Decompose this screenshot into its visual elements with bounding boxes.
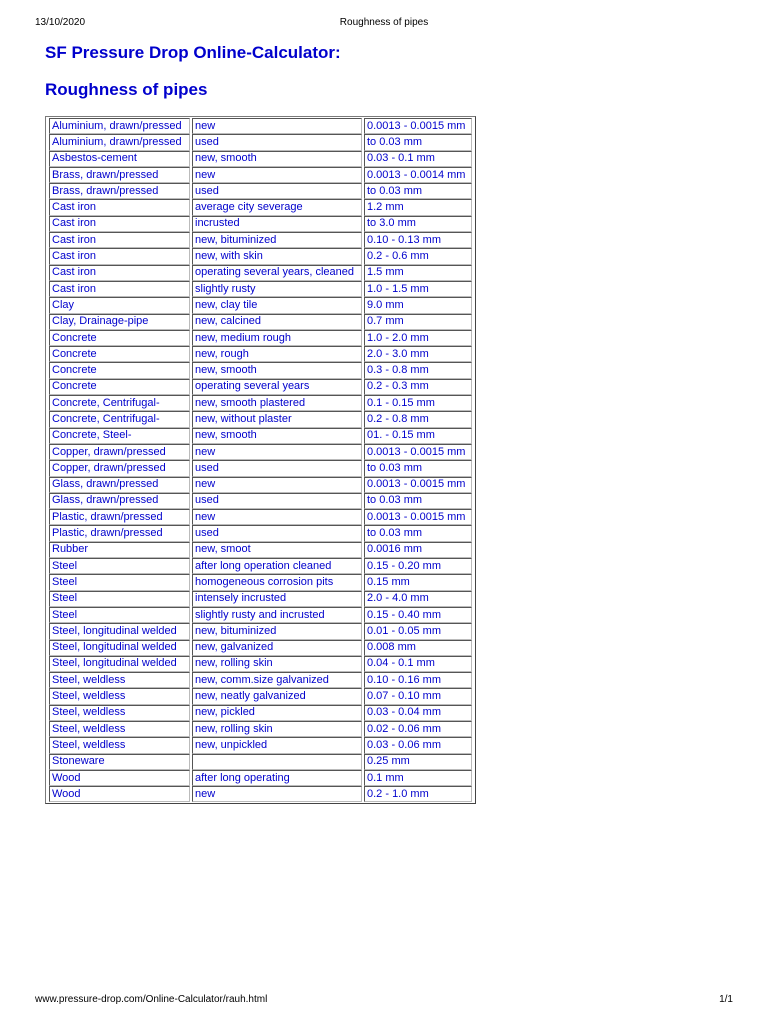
roughness-table-frame (45, 116, 476, 804)
table-row (49, 721, 472, 737)
material-cell: Glass, drawn/pressed (49, 493, 190, 509)
condition-cell: new, smooth (192, 151, 362, 167)
roughness-cell: to 0.03 mm (364, 525, 472, 541)
condition-cell: used (192, 493, 362, 509)
roughness-cell: 0.10 - 0.16 mm (364, 672, 472, 688)
condition-cell: new, without plaster (192, 411, 362, 427)
roughness-cell: 0.0013 - 0.0015 mm (364, 477, 472, 493)
roughness-cell: 0.0013 - 0.0015 mm (364, 118, 472, 134)
material-cell: Steel (49, 558, 190, 574)
condition-cell: new, bituminized (192, 623, 362, 639)
roughness-cell: 0.7 mm (364, 314, 472, 330)
condition-cell: new (192, 444, 362, 460)
condition-cell: new (192, 167, 362, 183)
table-row (49, 737, 472, 753)
condition-cell: intensely incrusted (192, 591, 362, 607)
roughness-cell: 0.1 - 0.15 mm (364, 395, 472, 411)
roughness-cell: 2.0 - 4.0 mm (364, 591, 472, 607)
roughness-cell: 0.03 - 0.06 mm (364, 737, 472, 753)
table-row (49, 542, 472, 558)
material-cell: Cast iron (49, 265, 190, 281)
material-cell: Concrete (49, 346, 190, 362)
condition-cell: new, medium rough (192, 330, 362, 346)
roughness-cell: to 0.03 mm (364, 183, 472, 199)
table-row (49, 656, 472, 672)
table-row (49, 705, 472, 721)
table-row (49, 477, 472, 493)
table-row (49, 509, 472, 525)
material-cell: Plastic, drawn/pressed (49, 509, 190, 525)
condition-cell: new, with skin (192, 248, 362, 264)
material-cell: Cast iron (49, 248, 190, 264)
roughness-cell: to 0.03 mm (364, 134, 472, 150)
table-row (49, 330, 472, 346)
roughness-cell: 1.0 - 2.0 mm (364, 330, 472, 346)
table-row (49, 591, 472, 607)
material-cell: Concrete (49, 379, 190, 395)
table-row (49, 460, 472, 476)
condition-cell: new, galvanized (192, 640, 362, 656)
table-row (49, 688, 472, 704)
material-cell: Concrete, Centrifugal- (49, 395, 190, 411)
table-row (49, 525, 472, 541)
material-cell: Steel, weldless (49, 705, 190, 721)
material-cell: Steel, weldless (49, 737, 190, 753)
roughness-cell: 01. - 0.15 mm (364, 428, 472, 444)
table-row (49, 623, 472, 639)
material-cell: Asbestos-cement (49, 151, 190, 167)
material-cell: Rubber (49, 542, 190, 558)
condition-cell: used (192, 134, 362, 150)
condition-cell: used (192, 183, 362, 199)
table-row (49, 183, 472, 199)
print-footer (35, 994, 733, 1008)
condition-cell: new, unpickled (192, 737, 362, 753)
roughness-cell: 0.1 mm (364, 770, 472, 786)
roughness-cell: 0.2 - 0.3 mm (364, 379, 472, 395)
print-date: 13/10/2020 (35, 17, 86, 28)
material-cell: Wood (49, 770, 190, 786)
roughness-cell: 0.01 - 0.05 mm (364, 623, 472, 639)
material-cell: Steel, longitudinal welded (49, 623, 190, 639)
roughness-cell: 0.02 - 0.06 mm (364, 721, 472, 737)
table-row (49, 346, 472, 362)
roughness-table (47, 118, 474, 802)
material-cell: Concrete (49, 362, 190, 378)
table-row (49, 493, 472, 509)
roughness-cell: 0.2 - 1.0 mm (364, 786, 472, 802)
print-document-title: Roughness of pipes (339, 17, 429, 28)
material-cell: Brass, drawn/pressed (49, 167, 190, 183)
table-row (49, 444, 472, 460)
condition-cell: slightly rusty and incrusted (192, 607, 362, 623)
material-cell: Aluminium, drawn/pressed (49, 118, 190, 134)
condition-cell: new, comm.size galvanized (192, 672, 362, 688)
roughness-cell: 0.2 - 0.6 mm (364, 248, 472, 264)
condition-cell: used (192, 525, 362, 541)
condition-cell: slightly rusty (192, 281, 362, 297)
condition-cell (192, 754, 362, 770)
roughness-cell: 0.008 mm (364, 640, 472, 656)
material-cell: Stoneware (49, 754, 190, 770)
condition-cell: new, calcined (192, 314, 362, 330)
condition-cell: new, rough (192, 346, 362, 362)
table-row (49, 362, 472, 378)
table-row (49, 754, 472, 770)
table-row (49, 167, 472, 183)
roughness-cell: 0.2 - 0.8 mm (364, 411, 472, 427)
roughness-cell: 0.10 - 0.13 mm (364, 232, 472, 248)
table-row (49, 134, 472, 150)
condition-cell: incrusted (192, 216, 362, 232)
page-subheading: Roughness of pipes (45, 80, 208, 99)
material-cell: Wood (49, 786, 190, 802)
table-row (49, 281, 472, 297)
condition-cell: new, rolling skin (192, 721, 362, 737)
table-row (49, 265, 472, 281)
table-row (49, 297, 472, 313)
material-cell: Steel, weldless (49, 688, 190, 704)
material-cell: Steel (49, 607, 190, 623)
material-cell: Cast iron (49, 199, 190, 215)
condition-cell: new, bituminized (192, 232, 362, 248)
table-row (49, 607, 472, 623)
condition-cell: new, smooth plastered (192, 395, 362, 411)
material-cell: Steel, longitudinal welded (49, 656, 190, 672)
roughness-cell: to 0.03 mm (364, 493, 472, 509)
condition-cell: average city severage (192, 199, 362, 215)
material-cell: Brass, drawn/pressed (49, 183, 190, 199)
table-row (49, 411, 472, 427)
table-row (49, 151, 472, 167)
material-cell: Steel, weldless (49, 721, 190, 737)
roughness-cell: 0.04 - 0.1 mm (364, 656, 472, 672)
material-cell: Steel, weldless (49, 672, 190, 688)
print-url: www.pressure-drop.com/Online-Calculator/rauh.html (35, 994, 268, 1005)
table-row (49, 672, 472, 688)
condition-cell: new (192, 786, 362, 802)
roughness-cell: 0.0013 - 0.0014 mm (364, 167, 472, 183)
roughness-cell: to 0.03 mm (364, 460, 472, 476)
material-cell: Copper, drawn/pressed (49, 444, 190, 460)
roughness-cell: 0.15 - 0.40 mm (364, 607, 472, 623)
roughness-cell: 1.0 - 1.5 mm (364, 281, 472, 297)
roughness-cell: 0.0013 - 0.0015 mm (364, 509, 472, 525)
condition-cell: operating several years, cleaned (192, 265, 362, 281)
condition-cell: new, smooth (192, 428, 362, 444)
roughness-cell: to 3.0 mm (364, 216, 472, 232)
table-row (49, 379, 472, 395)
material-cell: Aluminium, drawn/pressed (49, 134, 190, 150)
condition-cell: new, clay tile (192, 297, 362, 313)
condition-cell: operating several years (192, 379, 362, 395)
print-page-count: 1/1 (719, 994, 733, 1005)
table-row (49, 199, 472, 215)
table-row (49, 248, 472, 264)
roughness-cell: 0.0013 - 0.0015 mm (364, 444, 472, 460)
material-cell: Clay (49, 297, 190, 313)
table-row (49, 118, 472, 134)
condition-cell: new, pickled (192, 705, 362, 721)
material-cell: Steel (49, 574, 190, 590)
material-cell: Steel, longitudinal welded (49, 640, 190, 656)
table-row (49, 428, 472, 444)
page-heading: SF Pressure Drop Online-Calculator: (45, 43, 341, 62)
roughness-cell: 0.15 mm (364, 574, 472, 590)
table-row (49, 640, 472, 656)
material-cell: Cast iron (49, 281, 190, 297)
material-cell: Glass, drawn/pressed (49, 477, 190, 493)
material-cell: Concrete (49, 330, 190, 346)
table-row (49, 786, 472, 802)
roughness-cell: 2.0 - 3.0 mm (364, 346, 472, 362)
table-row (49, 770, 472, 786)
roughness-cell: 0.07 - 0.10 mm (364, 688, 472, 704)
condition-cell: after long operation cleaned (192, 558, 362, 574)
roughness-cell: 1.5 mm (364, 265, 472, 281)
table-row (49, 314, 472, 330)
condition-cell: used (192, 460, 362, 476)
material-cell: Concrete, Centrifugal- (49, 411, 190, 427)
condition-cell: homogeneous corrosion pits (192, 574, 362, 590)
table-row (49, 574, 472, 590)
material-cell: Cast iron (49, 232, 190, 248)
table-row (49, 558, 472, 574)
table-row (49, 232, 472, 248)
material-cell: Steel (49, 591, 190, 607)
roughness-cell: 0.3 - 0.8 mm (364, 362, 472, 378)
condition-cell: new, rolling skin (192, 656, 362, 672)
roughness-cell: 0.03 - 0.04 mm (364, 705, 472, 721)
material-cell: Cast iron (49, 216, 190, 232)
roughness-cell: 0.15 - 0.20 mm (364, 558, 472, 574)
roughness-cell: 1.2 mm (364, 199, 472, 215)
material-cell: Copper, drawn/pressed (49, 460, 190, 476)
table-row (49, 216, 472, 232)
condition-cell: new, neatly galvanized (192, 688, 362, 704)
condition-cell: new (192, 509, 362, 525)
condition-cell: new, smoot (192, 542, 362, 558)
condition-cell: new (192, 118, 362, 134)
roughness-cell: 0.25 mm (364, 754, 472, 770)
roughness-cell: 0.0016 mm (364, 542, 472, 558)
material-cell: Concrete, Steel- (49, 428, 190, 444)
roughness-table-body (49, 118, 472, 802)
material-cell: Plastic, drawn/pressed (49, 525, 190, 541)
material-cell: Clay, Drainage-pipe (49, 314, 190, 330)
roughness-cell: 0.03 - 0.1 mm (364, 151, 472, 167)
table-row (49, 395, 472, 411)
roughness-cell: 9.0 mm (364, 297, 472, 313)
condition-cell: after long operating (192, 770, 362, 786)
print-header (35, 17, 733, 31)
condition-cell: new, smooth (192, 362, 362, 378)
condition-cell: new (192, 477, 362, 493)
